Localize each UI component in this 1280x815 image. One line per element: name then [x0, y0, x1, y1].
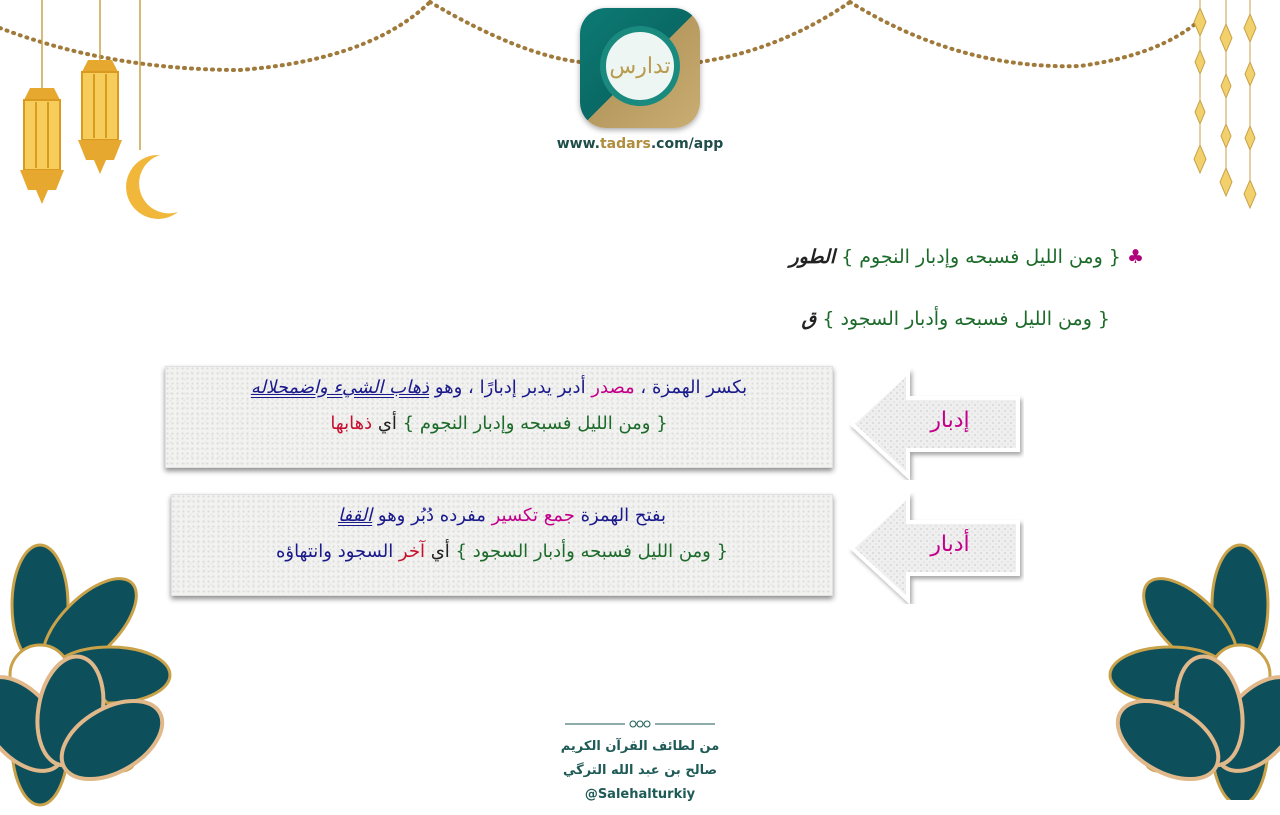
arrow-label-idbar: إدبار [930, 408, 970, 433]
definition-card-idbar [165, 366, 833, 468]
card-text: أدبر يدبر إدبارًا ، وهو [429, 377, 592, 398]
crescent-icon [126, 155, 178, 219]
card-highlight: جمع تكسير [491, 505, 575, 526]
card-emphasis: القفا [337, 505, 373, 526]
app-logo [580, 8, 700, 128]
club-bullet-icon: ♣ [1126, 246, 1144, 268]
card-text: بفتح الهمزة [574, 505, 667, 526]
card-line [171, 534, 833, 570]
card-text: مفرده دُبُر وهو [372, 505, 492, 526]
verse-source: الطور [789, 246, 836, 268]
url-domain: tadars [599, 136, 651, 152]
card-verse: { ومن الليل فسبحه وإدبار النجوم } [402, 413, 668, 434]
ornament-divider-icon [565, 719, 715, 729]
footer-credits [540, 716, 740, 807]
card-highlight: ذهابها [330, 413, 373, 434]
app-url[interactable] [540, 136, 740, 152]
flower-ornament-icon [1090, 525, 1280, 800]
url-suffix: .com/app [650, 136, 724, 152]
card-text: السجود وانتهاؤه [275, 541, 399, 562]
verse-line-2 [802, 308, 1110, 330]
card-highlight: مصدر [591, 377, 635, 398]
card-line [171, 498, 833, 534]
logo-text: تدارس [609, 53, 671, 79]
flower-ornament-icon [0, 525, 190, 815]
card-verse: { ومن الليل فسبحه وأدبار السجود } [455, 541, 729, 562]
verse-text: { ومن الليل فسبحه وأدبار السجود } [822, 308, 1110, 330]
definition-card-adbar [171, 494, 833, 596]
hanging-ornaments [1194, 0, 1256, 208]
url-prefix: www. [556, 136, 600, 152]
footer-handle[interactable]: @Salehalturkiy [584, 787, 696, 802]
card-line [165, 370, 833, 406]
card-emphasis: ذهاب الشيء واضمحلاله [250, 377, 430, 398]
card-text: بكسر الهمزة ، [634, 377, 748, 398]
card-highlight: آخر [398, 541, 425, 562]
lantern-icon [20, 88, 64, 204]
footer-line-1: من لطائف القرآن الكريم [560, 739, 720, 754]
footer-author: صالح بن عبد الله الترگي [562, 763, 718, 778]
lantern-icon [78, 60, 122, 174]
verse-line-1 [789, 246, 1144, 268]
verse-source: ق [801, 308, 817, 330]
arrow-label-adbar: أدبار [930, 532, 970, 557]
logo-emblem [600, 26, 680, 106]
card-text: أي [372, 413, 403, 434]
card-text: أي [424, 541, 456, 562]
card-line [165, 406, 833, 442]
verse-text: { ومن الليل فسبحه وإدبار النجوم } [841, 246, 1121, 268]
